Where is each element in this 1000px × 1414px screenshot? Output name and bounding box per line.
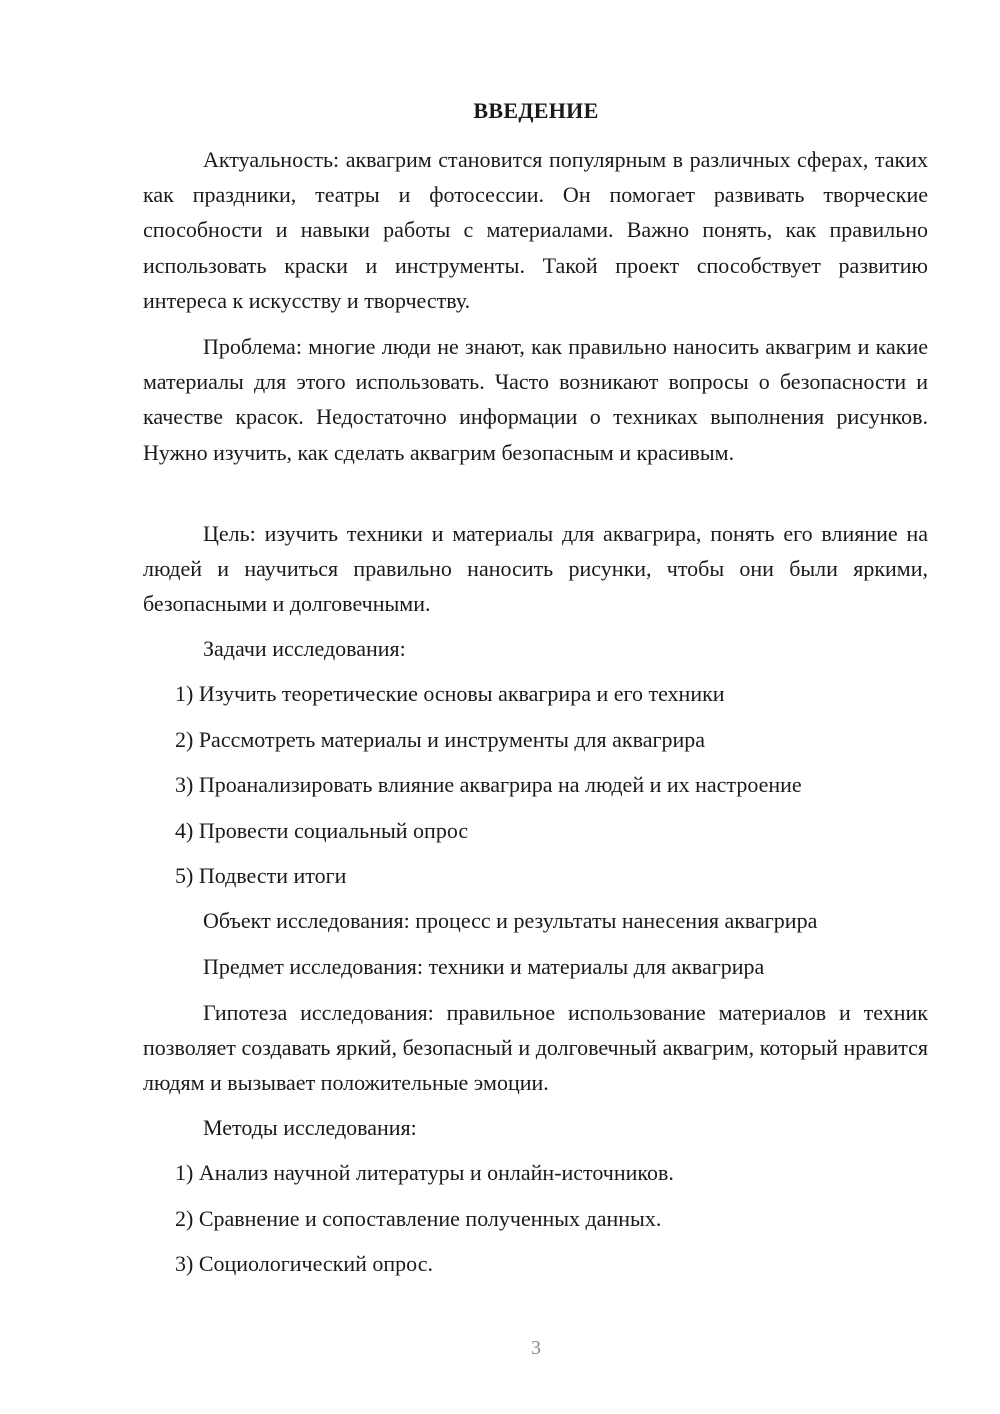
research-subject: Предмет исследования: техники и материалы для аквагрира [203, 954, 765, 979]
relevance-paragraph: Актуальность: аквагрим становится популярным в различных сферах, таких как праздники, театры и фотосессии. Он помогает развивать творческие способности и навыки работы с материалами. Важно понять, как правильно использовать краски и инструменты. Такой проект способствует развитию интереса к искусству и творчеству. [143, 147, 928, 313]
task-item: 2) Рассмотреть материалы и инструменты для аквагрира [175, 727, 706, 752]
problem-paragraph: Проблема: многие люди не знают, как правильно наносить аквагрим и какие материалы для этого использовать. Часто возникают вопросы о безопасности и качестве красок. Недостаточно информации о техниках выполнения рисунков. Нужно изучить, как сделать аквагрим безопасным и красивым. [143, 334, 928, 465]
method-item: 3) Социологический опрос. [175, 1251, 433, 1276]
task-item: 5) Подвести итоги [175, 863, 347, 888]
tasks-heading: Задачи исследования: [203, 636, 406, 661]
method-item: 1) Анализ научной литературы и онлайн-источников. [175, 1160, 674, 1185]
task-item: 4) Провести социальный опрос [175, 818, 469, 843]
task-item: 3) Проанализировать влияние аквагрира на людей и их настроение [175, 772, 802, 797]
hypothesis-paragraph: Гипотеза исследования: правильное использование материалов и техник позволяет создавать яркий, безопасный и долговечный аквагрим, который нравится людям и вызывает положительные эмоции. [143, 1000, 928, 1096]
research-object: Объект исследования: процесс и результаты нанесения аквагрира [203, 908, 818, 933]
page-title: ВВЕДЕНИЕ [473, 98, 599, 123]
methods-heading: Методы исследования: [203, 1115, 417, 1140]
goal-paragraph: Цель: изучить техники и материалы для аквагрира, понять его влияние на людей и научиться правильно наносить рисунки, чтобы они были яркими, безопасными и долговечными. [143, 521, 928, 617]
task-item: 1) Изучить теоретические основы аквагрира и его техники [175, 681, 725, 706]
page-number: 3 [531, 1337, 541, 1359]
method-item: 2) Сравнение и сопоставление полученных данных. [175, 1206, 662, 1231]
